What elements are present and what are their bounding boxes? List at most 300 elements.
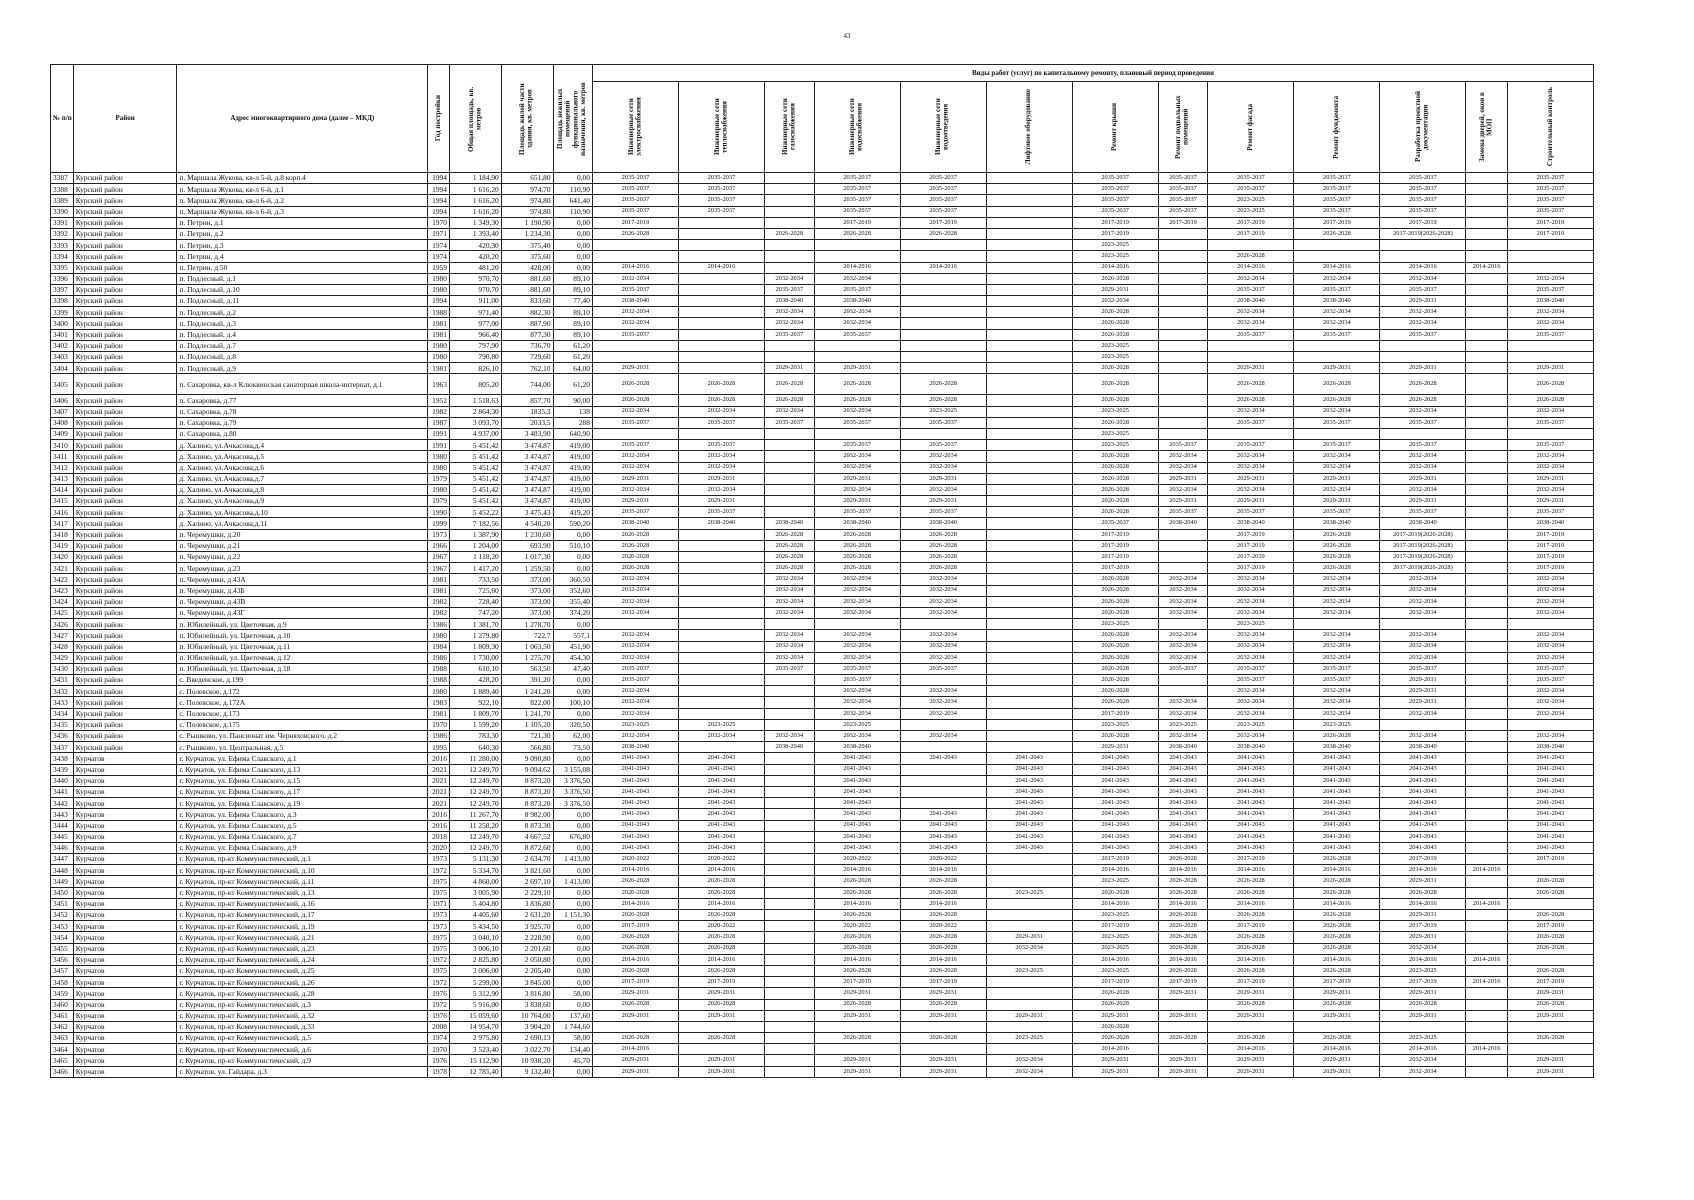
cell-work-period: 2041-2043	[1158, 831, 1208, 842]
cell-work-period: 2035-2037	[764, 329, 814, 340]
cell-address: п. Черемушки, д.22	[177, 552, 428, 563]
cell-work-period	[1466, 462, 1507, 473]
cell-work-period	[1507, 262, 1593, 273]
cell-work-period: 2035-2037	[900, 663, 986, 674]
table-row	[51, 910, 1594, 921]
cell-work-period	[764, 206, 814, 217]
cell-work-period: 2032-2034	[678, 451, 764, 462]
cell-address: с. Рышково, ул. Центральная, д.5	[177, 742, 428, 753]
cell-address: п. Подлесный, д.2	[177, 307, 428, 318]
cell-work-period: 2026-2028	[1507, 943, 1593, 954]
cell-total-area: 1 184,90	[449, 173, 501, 184]
cell-work-period: 2035-2037	[814, 329, 900, 340]
cell-nonliving-area: 320,50	[553, 719, 592, 730]
cell-num: 3413	[51, 473, 74, 484]
cell-work-period: 2026-2028	[1158, 854, 1208, 865]
cell-work-period: 2026-2028	[1072, 329, 1158, 340]
cell-work-period: 2029-2031	[592, 496, 678, 507]
cell-work-period: 2035-2037	[814, 206, 900, 217]
table-row	[51, 619, 1594, 630]
cell-total-area: 5 452,22	[449, 507, 501, 518]
cell-year: 1973	[428, 529, 450, 540]
cell-work-period: 2020-2022	[814, 921, 900, 932]
cell-work-period: 2032-2034	[1507, 273, 1593, 284]
cell-work-period: 2041-2043	[1072, 809, 1158, 820]
cell-work-period: 2029-2031	[1294, 363, 1380, 374]
cell-work-period	[1294, 619, 1380, 630]
cell-work-period: 2029-2031	[1158, 473, 1208, 484]
cell-address: г. Курчатов, ул. Ефима Славского, д.19	[177, 798, 428, 809]
cell-work-period	[1158, 395, 1208, 406]
header-nonliving-area: Площадь нежилых помещений функционального назначения, кв. метров	[553, 65, 592, 173]
cell-work-period: 2041-2043	[678, 798, 764, 809]
cell-work-period: 2014-2016	[592, 898, 678, 909]
cell-work-period: 2026-2028	[1158, 932, 1208, 943]
table-row	[51, 999, 1594, 1010]
cell-work-period: 2032-2034	[1380, 318, 1466, 329]
cell-work-period: 2032-2034	[900, 596, 986, 607]
cell-work-period: 2014-2016	[1294, 262, 1380, 273]
cell-work-period	[1158, 529, 1208, 540]
cell-work-period: 2032-2034	[1294, 630, 1380, 641]
cell-total-area: 12 249,70	[449, 842, 501, 853]
cell-work-period: 2032-2034	[1380, 708, 1466, 719]
cell-living-area: 391,20	[501, 675, 553, 686]
table-row	[51, 1066, 1594, 1077]
cell-work-period: 2017-2019	[1507, 540, 1593, 551]
header-total-area: Общая площадь, кв. метров	[449, 65, 501, 173]
cell-nonliving-area: 3 376,50	[553, 775, 592, 786]
cell-work-period	[764, 240, 814, 251]
cell-total-area: 7 182,56	[449, 518, 501, 529]
cell-living-area: 373,00	[501, 596, 553, 607]
cell-year: 2021	[428, 798, 450, 809]
cell-work-period: 2032-2034	[1380, 406, 1466, 417]
cell-work-period	[764, 965, 814, 976]
table-row	[51, 965, 1594, 976]
cell-num: 3430	[51, 663, 74, 674]
cell-work-period: 2032-2034	[1380, 585, 1466, 596]
cell-work-period: 2026-2028	[1072, 484, 1158, 495]
cell-year: 1966	[428, 540, 450, 551]
cell-year: 1981	[428, 585, 450, 596]
cell-work-period	[986, 374, 1072, 395]
cell-work-period: 2032-2034	[1294, 596, 1380, 607]
cell-address: г. Курчатов, ул. Ефима Славского, д.9	[177, 842, 428, 853]
cell-work-period: 2014-2016	[678, 262, 764, 273]
cell-work-period	[986, 228, 1072, 239]
cell-total-area: 420,30	[449, 240, 501, 251]
cell-year: 1967	[428, 563, 450, 574]
cell-year: 1979	[428, 473, 450, 484]
cell-nonliving-area: 0,00	[553, 563, 592, 574]
cell-address: п. Сахаровка, д.80	[177, 428, 428, 439]
cell-work-period: 2035-2037	[1208, 417, 1294, 428]
cell-work-period: 2041-2043	[678, 842, 764, 853]
cell-work-period: 2026-2028	[1072, 273, 1158, 284]
cell-work-period: 2032-2034	[592, 607, 678, 618]
header-work: Ремонт крыши	[1072, 82, 1158, 173]
cell-address: г. Курчатов, ул. Ефима Славского, д.7	[177, 831, 428, 842]
cell-work-period: 2026-2028	[1072, 630, 1158, 641]
cell-address: г. Курчатов, пр-кт Коммунистический, д.1	[177, 854, 428, 865]
cell-district: Курский район	[73, 228, 177, 239]
cell-work-period: 2041-2043	[814, 820, 900, 831]
cell-work-period	[764, 887, 814, 898]
cell-nonliving-area: 89,10	[553, 318, 592, 329]
cell-nonliving-area: 89,10	[553, 273, 592, 284]
cell-address: п. Юбилейный, ул. Цветочная, д.10	[177, 630, 428, 641]
cell-total-area: 15 059,60	[449, 1010, 501, 1021]
cell-year: 1980	[428, 340, 450, 351]
cell-num: 3435	[51, 719, 74, 730]
cell-work-period: 2035-2037	[1208, 284, 1294, 295]
cell-num: 3411	[51, 451, 74, 462]
cell-work-period: 2035-2037	[814, 284, 900, 295]
header-work: Ремонт подвальных помещений	[1158, 82, 1208, 173]
cell-district: Курский район	[73, 206, 177, 217]
table-row	[51, 898, 1594, 909]
cell-total-area: 1 809,70	[449, 708, 501, 719]
cell-work-period	[1158, 296, 1208, 307]
cell-work-period: 2032-2034	[1158, 641, 1208, 652]
cell-living-area: 974,80	[501, 206, 553, 217]
cell-work-period: 2032-2034	[764, 318, 814, 329]
cell-year: 1970	[428, 1044, 450, 1055]
cell-work-period	[764, 195, 814, 206]
cell-work-period: 2020-2022	[900, 921, 986, 932]
table-row	[51, 552, 1594, 563]
cell-work-period: 2041-2043	[814, 809, 900, 820]
cell-work-period: 2041-2043	[986, 764, 1072, 775]
cell-num: 3459	[51, 988, 74, 999]
cell-work-period: 2017-2019	[1380, 217, 1466, 228]
cell-work-period: 2026-2028	[1294, 921, 1380, 932]
cell-year: 1980	[428, 284, 450, 295]
cell-total-area: 1 616,20	[449, 195, 501, 206]
cell-total-area: 4 937,00	[449, 428, 501, 439]
cell-work-period	[900, 352, 986, 363]
cell-work-period	[1466, 184, 1507, 195]
cell-work-period: 2014-2016	[1380, 262, 1466, 273]
cell-work-period	[986, 473, 1072, 484]
cell-work-period	[1466, 307, 1507, 318]
cell-work-period	[1466, 428, 1507, 439]
cell-work-period: 2035-2037	[1507, 173, 1593, 184]
cell-year: 1991	[428, 440, 450, 451]
cell-work-period	[986, 417, 1072, 428]
cell-address: д. Халино, ул.Ачкасова,д.9	[177, 496, 428, 507]
cell-work-period: 2023-2025	[1072, 440, 1158, 451]
cell-work-period	[1208, 340, 1294, 351]
cell-year: 1988	[428, 675, 450, 686]
cell-work-period	[764, 340, 814, 351]
cell-living-area: 721,30	[501, 731, 553, 742]
cell-work-period: 2035-2037	[1072, 184, 1158, 195]
cell-work-period	[900, 786, 986, 797]
cell-address: п. Подлесный, д.1	[177, 273, 428, 284]
cell-work-period: 2017-2019	[1158, 217, 1208, 228]
cell-work-period	[764, 262, 814, 273]
cell-num: 3407	[51, 406, 74, 417]
cell-work-period: 2026-2028	[1072, 417, 1158, 428]
table-row	[51, 406, 1594, 417]
cell-district: Курчатов	[73, 809, 177, 820]
cell-work-period: 2029-2031	[1208, 988, 1294, 999]
cell-total-area: 420,20	[449, 251, 501, 262]
cell-work-period: 2038-2040	[1208, 296, 1294, 307]
table-header	[51, 65, 1594, 173]
cell-work-period: 2026-2028	[1072, 607, 1158, 618]
cell-work-period: 2032-2034	[764, 641, 814, 652]
cell-work-period: 2035-2037	[1507, 206, 1593, 217]
cell-year: 1967	[428, 552, 450, 563]
cell-work-period: 2029-2031	[1158, 496, 1208, 507]
cell-work-period: 2023-2025	[1072, 352, 1158, 363]
cell-num: 3399	[51, 307, 74, 318]
cell-living-area: 822,00	[501, 697, 553, 708]
cell-work-period: 2041-2043	[1294, 809, 1380, 820]
cell-work-period: 2041-2043	[1380, 786, 1466, 797]
cell-work-period: 2026-2028	[900, 910, 986, 921]
cell-work-period	[986, 977, 1072, 988]
cell-work-period: 2032-2034	[1294, 686, 1380, 697]
cell-work-period: 2026-2028	[814, 887, 900, 898]
cell-work-period: 2032-2034	[1158, 731, 1208, 742]
cell-work-period	[592, 352, 678, 363]
cell-work-period	[986, 854, 1072, 865]
cell-district: Курский район	[73, 641, 177, 652]
cell-work-period: 2032-2034	[1294, 462, 1380, 473]
cell-work-period: 2014-2016	[1208, 898, 1294, 909]
cell-work-period: 2026-2028	[1294, 540, 1380, 551]
table-row	[51, 719, 1594, 730]
cell-work-period: 2023-2025	[1294, 719, 1380, 730]
cell-work-period	[764, 1010, 814, 1021]
cell-work-period	[814, 1021, 900, 1032]
cell-year: 1973	[428, 854, 450, 865]
header-work: Лифтовое оборудование	[986, 82, 1072, 173]
cell-year: 2021	[428, 775, 450, 786]
cell-work-period: 2032-2034	[1507, 585, 1593, 596]
cell-work-period: 2026-2028	[764, 552, 814, 563]
cell-work-period: 2032-2034	[1208, 686, 1294, 697]
cell-work-period: 2035-2037	[678, 195, 764, 206]
cell-work-period	[1466, 251, 1507, 262]
cell-work-period: 2032-2034	[814, 630, 900, 641]
cell-work-period: 2026-2028	[814, 540, 900, 551]
cell-living-area: 2 050,80	[501, 954, 553, 965]
cell-nonliving-area: 0,00	[553, 552, 592, 563]
cell-district: Курчатов	[73, 1066, 177, 1077]
cell-work-period: 2026-2028	[1208, 887, 1294, 898]
cell-work-period: 2032-2034	[1507, 462, 1593, 473]
cell-total-area: 1 809,30	[449, 641, 501, 652]
cell-district: Курский район	[73, 173, 177, 184]
cell-work-period: 2026-2028	[1507, 1033, 1593, 1044]
cell-work-period: 2026-2028	[592, 374, 678, 395]
table-row	[51, 273, 1594, 284]
cell-work-period: 2023-2025	[986, 965, 1072, 976]
cell-work-period: 2038-2040	[764, 296, 814, 307]
cell-work-period: 2032-2034	[1507, 731, 1593, 742]
cell-work-period: 2032-2034	[1507, 641, 1593, 652]
cell-work-period: 2032-2034	[1380, 574, 1466, 585]
cell-work-period: 2032-2034	[592, 273, 678, 284]
cell-work-period: 2023-2025	[1072, 876, 1158, 887]
cell-year: 1976	[428, 988, 450, 999]
cell-nonliving-area: 0,00	[553, 898, 592, 909]
cell-address: г. Курчатов, ул. Ефима Славского, д.13	[177, 764, 428, 775]
cell-work-period: 2041-2043	[900, 820, 986, 831]
cell-work-period	[1466, 764, 1507, 775]
table-row	[51, 228, 1594, 239]
cell-living-area: 10 938,20	[501, 1055, 553, 1066]
cell-work-period: 2026-2028	[814, 552, 900, 563]
cell-work-period	[1466, 663, 1507, 674]
cell-work-period: 2032-2034	[1208, 451, 1294, 462]
cell-work-period	[678, 552, 764, 563]
cell-work-period	[764, 809, 814, 820]
cell-nonliving-area: 0,00	[553, 932, 592, 943]
cell-address: п. Юбилейный, ул. Цветочная, д.12	[177, 652, 428, 663]
cell-work-period: 2032-2034	[1507, 630, 1593, 641]
cell-living-area: 375,40	[501, 240, 553, 251]
cell-living-area: 8 873,20	[501, 786, 553, 797]
cell-work-period: 2041-2043	[592, 809, 678, 820]
cell-work-period	[1507, 719, 1593, 730]
cell-work-period: 2023-2025	[1072, 340, 1158, 351]
cell-work-period: 2041-2043	[1158, 809, 1208, 820]
cell-work-period: 2041-2043	[986, 820, 1072, 831]
cell-work-period: 2035-2037	[1294, 329, 1380, 340]
cell-work-period: 2032-2034	[1158, 596, 1208, 607]
cell-total-area: 725,60	[449, 585, 501, 596]
cell-total-area: 826,10	[449, 363, 501, 374]
cell-address: п. Подлесный, д.4	[177, 329, 428, 340]
cell-work-period: 2026-2028	[1294, 731, 1380, 742]
cell-work-period	[764, 977, 814, 988]
cell-nonliving-area: 288	[553, 417, 592, 428]
cell-work-period: 2026-2028	[678, 943, 764, 954]
cell-work-period: 2023-2025	[1072, 428, 1158, 439]
cell-work-period	[1380, 340, 1466, 351]
cell-year: 1981	[428, 318, 450, 329]
cell-work-period: 2032-2034	[1507, 318, 1593, 329]
cell-work-period	[1466, 518, 1507, 529]
cell-address: г. Курчатов, ул. Ефима Славского, д.17	[177, 786, 428, 797]
cell-work-period	[900, 363, 986, 374]
cell-work-period: 2017-2019	[1072, 921, 1158, 932]
cell-work-period	[678, 329, 764, 340]
cell-work-period: 2026-2028	[1208, 965, 1294, 976]
cell-total-area: 1 381,70	[449, 619, 501, 630]
table-row	[51, 596, 1594, 607]
cell-work-period	[592, 340, 678, 351]
cell-total-area: 733,50	[449, 574, 501, 585]
cell-work-period	[986, 518, 1072, 529]
cell-work-period	[764, 507, 814, 518]
cell-work-period: 2014-2016	[1208, 262, 1294, 273]
cell-work-period	[678, 540, 764, 551]
cell-work-period: 2041-2043	[678, 786, 764, 797]
cell-address: п. Подлесный, д.8	[177, 352, 428, 363]
table-body	[51, 173, 1594, 1078]
cell-work-period: 2023-2025	[1380, 965, 1466, 976]
cell-address: г. Курчатов, ул. Гайдара, д.3	[177, 1066, 428, 1077]
table-row	[51, 440, 1594, 451]
cell-work-period: 2032-2034	[814, 686, 900, 697]
table-row	[51, 1010, 1594, 1021]
cell-work-period: 2017-2019	[1507, 529, 1593, 540]
cell-work-period	[1158, 228, 1208, 239]
cell-work-period	[764, 173, 814, 184]
cell-district: Курский район	[73, 585, 177, 596]
cell-address: п. Черемушки, д.43Б	[177, 585, 428, 596]
cell-work-period: 2026-2028	[900, 887, 986, 898]
cell-work-period	[764, 719, 814, 730]
cell-district: Курчатов	[73, 943, 177, 954]
cell-work-period: 2032-2034	[900, 686, 986, 697]
cell-total-area: 1 599,20	[449, 719, 501, 730]
cell-work-period	[814, 340, 900, 351]
header-living-area: Площадь жилой части здания, кв. метров	[501, 65, 553, 173]
cell-work-period: 2032-2034	[900, 630, 986, 641]
cell-district: Курский район	[73, 440, 177, 451]
cell-num: 3456	[51, 954, 74, 965]
cell-work-period	[1466, 395, 1507, 406]
cell-work-period: 2026-2028	[592, 910, 678, 921]
cell-work-period	[764, 943, 814, 954]
cell-work-period	[986, 563, 1072, 574]
cell-work-period: 2029-2031	[678, 496, 764, 507]
cell-district: Курский район	[73, 540, 177, 551]
cell-work-period	[1507, 340, 1593, 351]
cell-work-period: 2029-2031	[814, 496, 900, 507]
cell-work-period: 2032-2034	[1158, 697, 1208, 708]
cell-work-period: 2026-2028	[900, 965, 986, 976]
cell-address: с. Полевское, д.175	[177, 719, 428, 730]
cell-work-period: 2032-2034	[814, 731, 900, 742]
cell-work-period: 2032-2034	[1208, 318, 1294, 329]
cell-nonliving-area: 64,00	[553, 363, 592, 374]
cell-work-period	[1466, 719, 1507, 730]
cell-work-period	[1466, 842, 1507, 853]
cell-total-area: 1 616,20	[449, 206, 501, 217]
cell-work-period	[1466, 363, 1507, 374]
cell-work-period	[986, 652, 1072, 663]
cell-work-period: 2035-2037	[592, 440, 678, 451]
cell-work-period	[986, 619, 1072, 630]
cell-work-period: 2032-2034	[1158, 630, 1208, 641]
cell-work-period: 2029-2031	[1507, 496, 1593, 507]
table-row	[51, 809, 1594, 820]
cell-work-period	[1466, 1021, 1507, 1032]
cell-living-area: 2 228,90	[501, 932, 553, 943]
cell-work-period	[764, 217, 814, 228]
cell-work-period: 2035-2037	[1507, 417, 1593, 428]
cell-total-area: 5 312,90	[449, 988, 501, 999]
cell-num: 3452	[51, 910, 74, 921]
cell-year: 1972	[428, 954, 450, 965]
cell-district: Курский район	[73, 686, 177, 697]
cell-work-period: 2038-2040	[1294, 518, 1380, 529]
cell-work-period: 2014-2016	[814, 865, 900, 876]
cell-address: г. Курчатов, пр-кт Коммунистический, д.23	[177, 943, 428, 954]
cell-work-period: 2032-2034	[814, 652, 900, 663]
cell-work-period	[1380, 251, 1466, 262]
cell-work-period: 2035-2037	[814, 440, 900, 451]
